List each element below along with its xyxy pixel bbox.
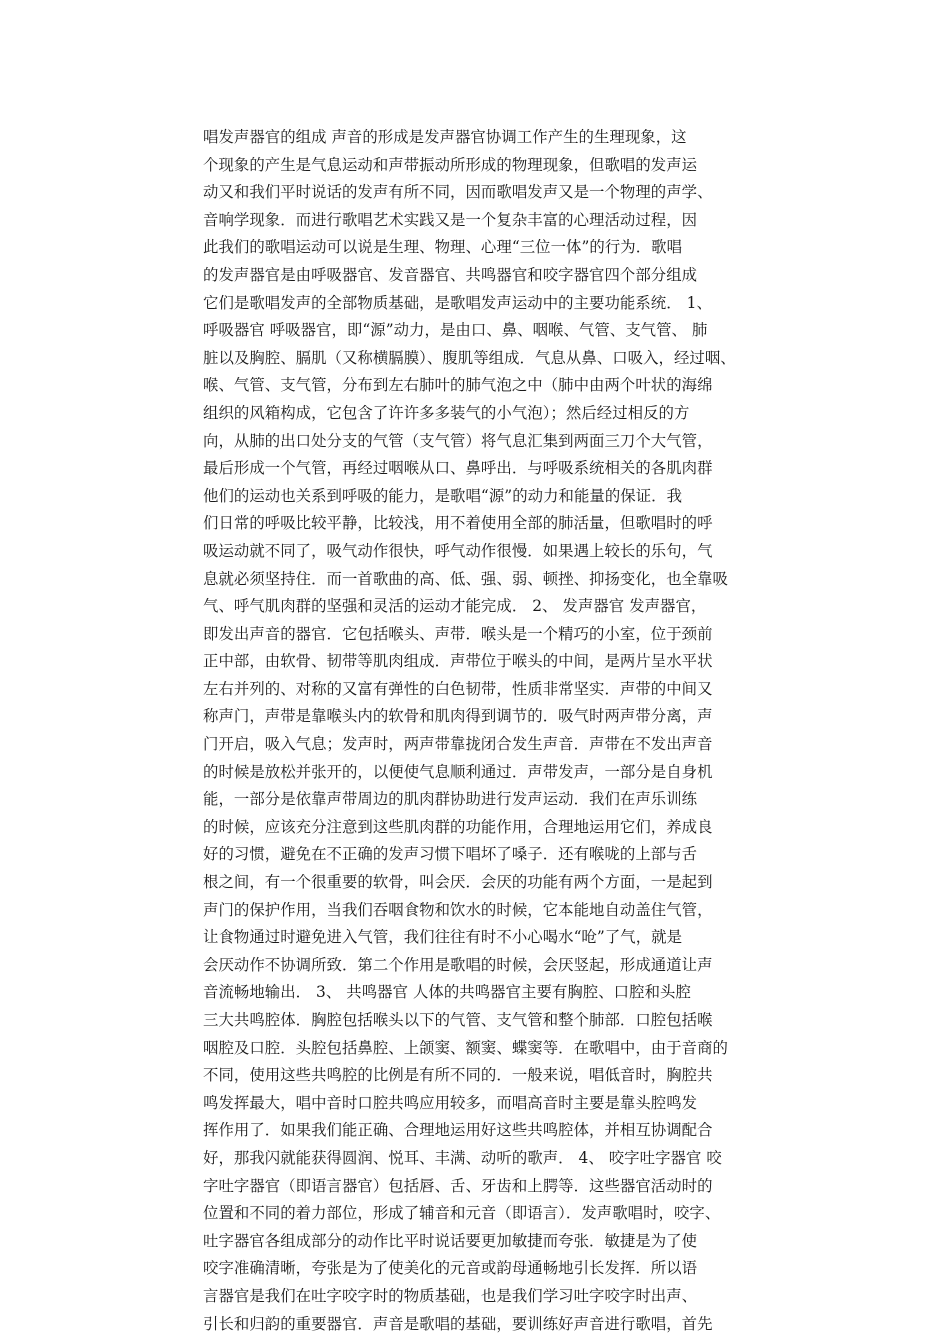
text-line: 他们的运动也关系到呼吸的能力，是歌唱“源”的动力和能量的保证．我 (203, 486, 683, 505)
text-line: 音响学现象．而进行歌唱艺术实践又是一个复杂丰富的心理活动过程，因 (203, 210, 698, 229)
text-line: 吐字器官各组成部分的动作比平时说话要更加敏捷而夸张．敏捷是为了使 (203, 1231, 698, 1250)
text-line: 不同，使用这些共鸣腔的比例是有所不同的．一般来说，唱低音时，胸腔共 (203, 1066, 713, 1085)
text-line: 喉、气管、支气管，分布到左右肺叶的肺气泡之中（肺中由两个叶状的海绵 (203, 376, 713, 395)
text-line: 动又和我们平时说话的发声有所不同，因而歌唱发声又是一个物理的声学、 (203, 183, 713, 202)
text-line: 声门的保护作用，当我们吞咽食物和饮水的时候，它本能地自动盖住气管， (203, 900, 713, 919)
text-line: 言器官是我们在吐字咬字时的物质基础，也是我们学习吐字咬字时出声、 (203, 1286, 698, 1305)
text-line: 根之间，有一个很重要的软骨，叫会厌．会厌的功能有两个方面，一是起到 (203, 873, 713, 892)
text-line: 气、呼气肌肉群的坚强和灵活的运动才能完成． 2、 发声器官 发声器官， (203, 597, 707, 616)
text-line: 即发出声音的器官．它包括喉头、声带．喉头是一个精巧的小室，位于颈前 (203, 624, 713, 643)
text-line: 它们是歌唱发声的全部物质基础，是歌唱发声运动中的主要功能系统． 1、 (203, 293, 712, 312)
text-line: 音流畅地输出． 3、 共鸣器官 人体的共鸣器官主要有胸腔、口腔和头腔 (203, 983, 691, 1002)
text-line: 正中部，由软骨、韧带等肌肉组成．声带位于喉头的中间，是两片呈水平状 (203, 652, 713, 671)
text-line: 的时候是放松并张开的，以便使气息顺利通过．声带发声，一部分是自身机 (203, 762, 713, 781)
text-line: 的发声器官是由呼吸器官、发音器官、共鸣器官和咬字器官四个部分组成 (203, 265, 698, 284)
text-line: 们日常的呼吸比较平静，比较浅，用不着使用全部的肺活量，但歌唱时的呼 (203, 514, 713, 533)
text-line: 呼吸器官 呼吸器官，即“源”动力，是由口、鼻、咽喉、气管、支气管、 肺 (203, 321, 708, 340)
text-line: 息就必须坚持住．而一首歌曲的高、低、强、弱、顿挫、抑扬变化，也全靠吸 (203, 569, 728, 588)
text-line: 吸运动就不同了，吸气动作很快，呼气动作很慢．如果遇上较长的乐句，气 (203, 541, 713, 560)
text-line: 向，从肺的出口处分支的气管（支气管）将气息汇集到两面三刀个大气管， (203, 431, 713, 450)
text-line: 最后形成一个气管，再经过咽喉从口、鼻呼出．与呼吸系统相关的各肌肉群 (203, 459, 713, 478)
text-line: 挥作用了．如果我们能正确、合理地运用好这些共鸣腔体，并相互协调配合 (203, 1121, 713, 1140)
text-line: 唱发声器官的组成 声音的形成是发声器官协调工作产生的生理现象，这 (203, 128, 687, 146)
text-line: 称声门，声带是靠喉头内的软骨和肌肉得到调节的．吸气时两声带分离，声 (203, 707, 713, 726)
text-line: 门开启，吸入气息；发声时，两声带靠拢闭合发生声音．声带在不发出声音 (203, 735, 713, 754)
text-line: 咽腔及口腔．头腔包括鼻腔、上颌窦、额窦、蝶窦等．在歌唱中，由于音商的 (203, 1038, 728, 1057)
text-line: 咬字准确清晰，夸张是为了使美化的元音或韵母通畅地引长发挥．所以语 (203, 1259, 698, 1278)
text-line: 组织的风箱构成，它包含了许许多多装气的小气泡）；然后经过相反的方 (203, 403, 690, 422)
text-line: 能，一部分是依靠声带周边的肌肉群协助进行发声运动．我们在声乐训练 (203, 790, 698, 809)
text-line: 好，那我闪就能获得圆润、悦耳、丰满、动听的歌声． 4、 咬字吐字器官 咬 (203, 1148, 722, 1167)
text-line: 位置和不同的着力部位，形成了辅音和元音（即语言）．发声歌唱时，咬字、 (203, 1204, 721, 1223)
body-text (203, 124, 803, 1338)
text-line: 好的习惯，避免在不正确的发声习惯下唱坏了嗓子．还有喉咙的上部与舌 (203, 845, 698, 864)
text-line: 此我们的歌唱运动可以说是生理、物理、心理“三位一体”的行为．歌唱 (203, 238, 683, 257)
text-line: 脏以及胸腔、膈肌（又称横膈膜）、腹肌等组成．气息从鼻、口吸入，经过咽、 (203, 348, 736, 367)
text-line: 左右并列的、对称的又富有弹性的白色韧带，性质非常坚实．声带的中间又 (203, 679, 713, 698)
text-line: 让食物通过时避免进入气管，我们往往有时不小心喝水“呛”了气，就是 (203, 928, 683, 947)
text-line: 引长和归韵的重要器官．声音是歌唱的基础，要训练好声音进行歌唱，首先 (203, 1314, 713, 1333)
text-line: 个现象的产生是气息运动和声带振动所形成的物理现象，但歌唱的发声运 (203, 155, 698, 174)
text-line: 三大共鸣腔体．胸腔包括喉头以下的气管、支气管和整个肺部．口腔包括喉 (203, 1011, 713, 1029)
text-line: 会厌动作不协调所致．第二个作用是歌唱的时候，会厌竖起，形成通道让声 (203, 955, 713, 974)
text-line: 的时候，应该充分注意到这些肌肉群的功能作用，合理地运用它们，养成良 (203, 817, 713, 836)
text-line: 字吐字器官（即语言器官）包括唇、舌、牙齿和上腭等．这些器官活动时的 (203, 1176, 713, 1195)
text-line: 鸣发挥最大，唱中音时口腔共鸣应用较多，而唱高音时主要是靠头腔鸣发 (203, 1093, 698, 1112)
